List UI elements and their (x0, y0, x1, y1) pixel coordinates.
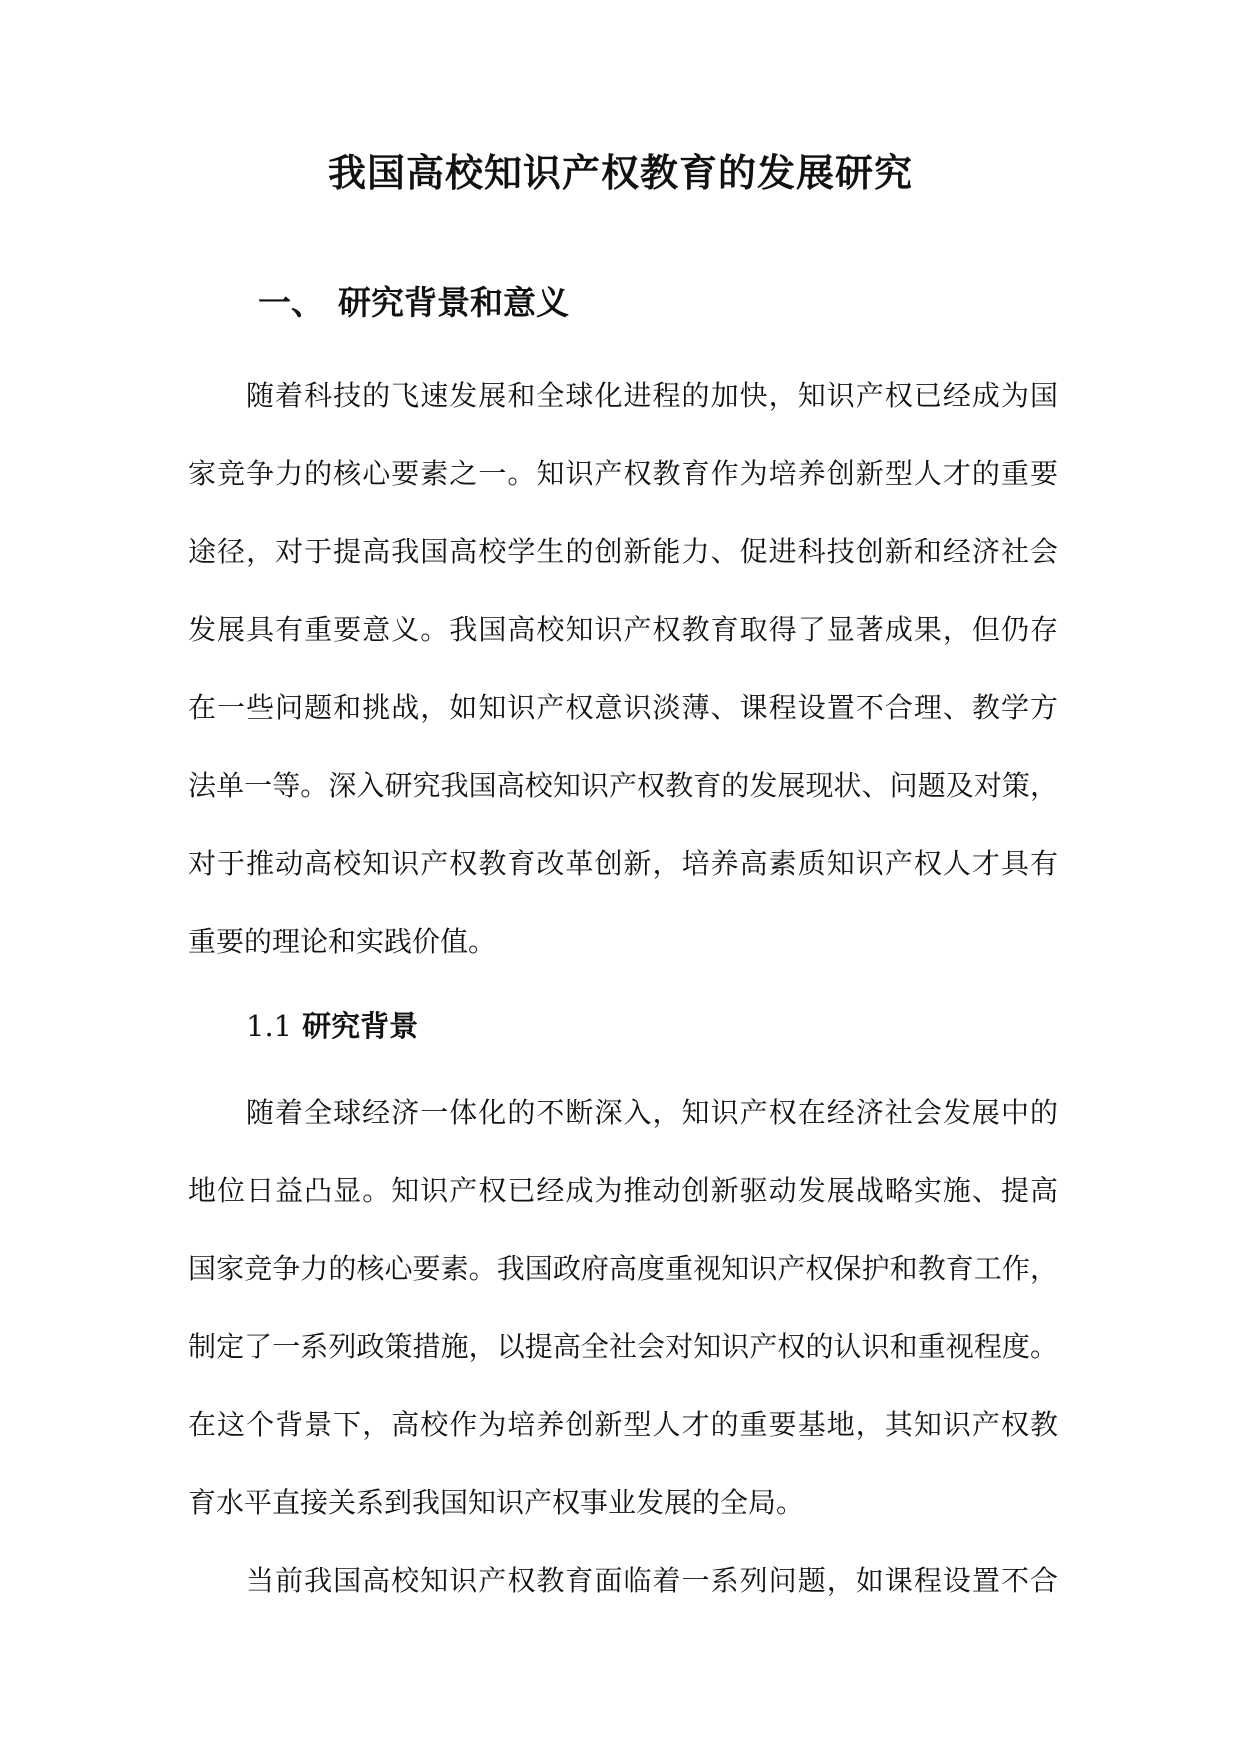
paragraph-line: 制定了一系列政策措施，以提高全社会对知识产权的认识和重视程度。 (188, 1330, 1058, 1363)
paragraph (188, 1074, 1058, 1542)
paragraph (188, 1542, 1058, 1620)
paragraph-line: 在这个背景下，高校作为培养创新型人才的重要基地，其知识产权教 (188, 1408, 1058, 1441)
section-heading-text: 研究背景和意义 (338, 283, 569, 322)
document-title: 我国高校知识产权教育的发展研究 (327, 150, 913, 195)
paragraph-line: 国家竞争力的核心要素。我国政府高度重视知识产权保护和教育工作， (188, 1252, 1058, 1285)
subsection-heading-text: 研究背景 (302, 1009, 419, 1043)
paragraph-line: 重要的理论和实践价值。 (188, 925, 497, 958)
paragraph-line: 对于推动高校知识产权教育改革创新，培养高素质知识产权人才具有 (188, 847, 1058, 880)
paragraph-line: 随着科技的飞速发展和全球化进程的加快，知识产权已经成为国 (246, 379, 1058, 412)
subsection-heading (246, 1005, 418, 1047)
paragraph-line: 育水平直接关系到我国知识产权事业发展的全局。 (188, 1486, 805, 1519)
paragraph-line: 地位日益凸显。知识产权已经成为推动创新驱动发展战略实施、提高 (188, 1174, 1058, 1207)
paragraph-line: 家竞争力的核心要素之一。知识产权教育作为培养创新型人才的重要 (188, 457, 1058, 490)
section-number: 一、 (258, 283, 324, 322)
paragraph-line: 在一些问题和挑战，如知识产权意识淡薄、课程设置不合理、教学方 (188, 691, 1058, 724)
paragraph-line: 随着全球经济一体化的不断深入，知识产权在经济社会发展中的 (246, 1096, 1058, 1129)
paragraph-line: 当前我国高校知识产权教育面临着一系列问题，如课程设置不合 (246, 1564, 1058, 1597)
paragraph (188, 357, 1058, 981)
paragraph-line: 法单一等。深入研究我国高校知识产权教育的发展现状、问题及对策， (188, 769, 1058, 802)
subsection-number: 1.1 (246, 1009, 293, 1043)
paragraph-line: 途径，对于提高我国高校学生的创新能力、促进科技创新和经济社会 (188, 535, 1058, 568)
section-heading (258, 280, 569, 326)
paragraph-line: 发展具有重要意义。我国高校知识产权教育取得了显著成果，但仍存 (188, 613, 1058, 646)
